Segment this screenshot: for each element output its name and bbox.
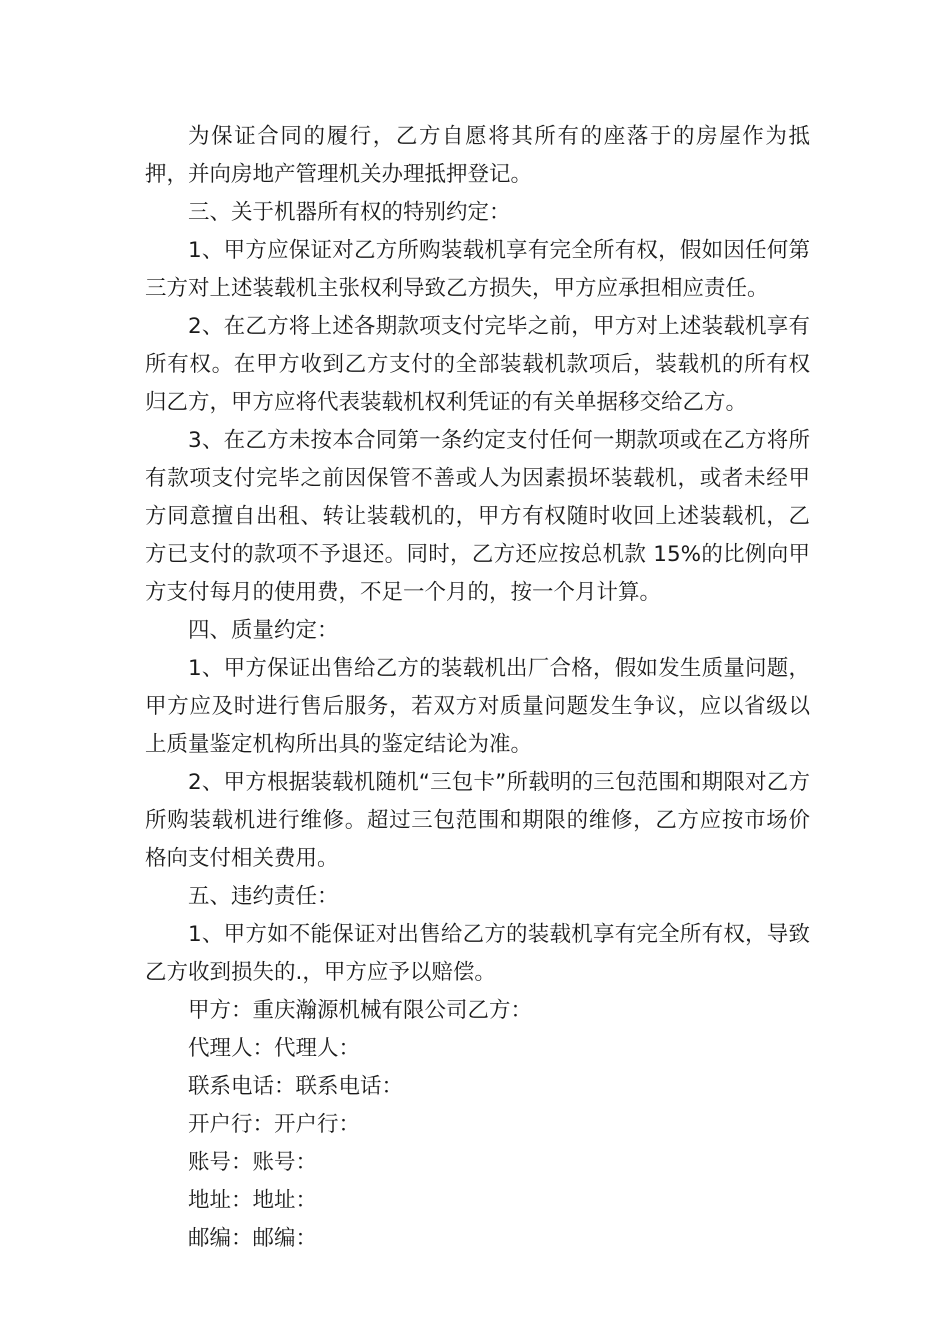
signature-address: 地址：地址： [188, 1188, 318, 1213]
signature-postcode: 邮编：邮编： [188, 1226, 318, 1251]
document-body [145, 118, 810, 1258]
signature-parties: 甲方：重庆瀚源机械有限公司乙方： [188, 998, 533, 1023]
paragraph-quality-2: 2、甲方根据装载机随机“三包卡”所载明的三包范围和期限对乙方所购装载机进行维修。超过三包范围和期限的维修，乙方应按市场价格向支付相关费用。 [145, 770, 810, 871]
signature-bank: 开户行：开户行： [188, 1112, 361, 1137]
paragraph-ownership-3: 3、在乙方未按本合同第一条约定支付任何一期款项或在乙方将所有款项支付完毕之前因保管不善或人为因素损坏装载机，或者未经甲方同意擅自出租、转让装载机的，甲方有权随时收回上述装载机，乙方已支付的款项不予退还。同时，乙方还应按总机款 15%的比例向甲方支付每月的使用费，不足一个月的，按一个月计算。 [145, 428, 810, 605]
heading-quality: 四、质量约定： [188, 618, 339, 643]
heading-liability: 五、违约责任： [188, 884, 339, 909]
signature-account: 账号：账号： [188, 1150, 318, 1175]
paragraph-quality-1: 1、甲方保证出售给乙方的装载机出厂合格，假如发生质量问题，甲方应及时进行售后服务，若双方对质量问题发生争议，应以省级以上质量鉴定机构所出具的鉴定结论为准。 [145, 656, 810, 757]
signature-agent: 代理人：代理人： [188, 1036, 361, 1061]
signature-phone: 联系电话：联系电话： [188, 1074, 404, 1099]
paragraph-ownership-2: 2、在乙方将上述各期款项支付完毕之前，甲方对上述装载机享有所有权。在甲方收到乙方支付的全部装载机款项后，装载机的所有权归乙方，甲方应将代表装载机权利凭证的有关单据移交给乙方。 [145, 314, 810, 415]
paragraph-mortgage: 为保证合同的履行，乙方自愿将其所有的座落于的房屋作为抵押，并向房地产管理机关办理抵押登记。 [145, 124, 810, 187]
heading-machine-ownership: 三、关于机器所有权的特别约定： [188, 200, 511, 225]
signature-block [145, 992, 810, 1258]
paragraph-ownership-1: 1、甲方应保证对乙方所购装载机享有完全所有权，假如因任何第三方对上述装载机主张权利导致乙方损失，甲方应承担相应责任。 [145, 238, 810, 301]
paragraph-liability-1: 1、甲方如不能保证对出售给乙方的装载机享有完全所有权，导致乙方收到损失的.，甲方应予以赔偿。 [145, 922, 810, 985]
